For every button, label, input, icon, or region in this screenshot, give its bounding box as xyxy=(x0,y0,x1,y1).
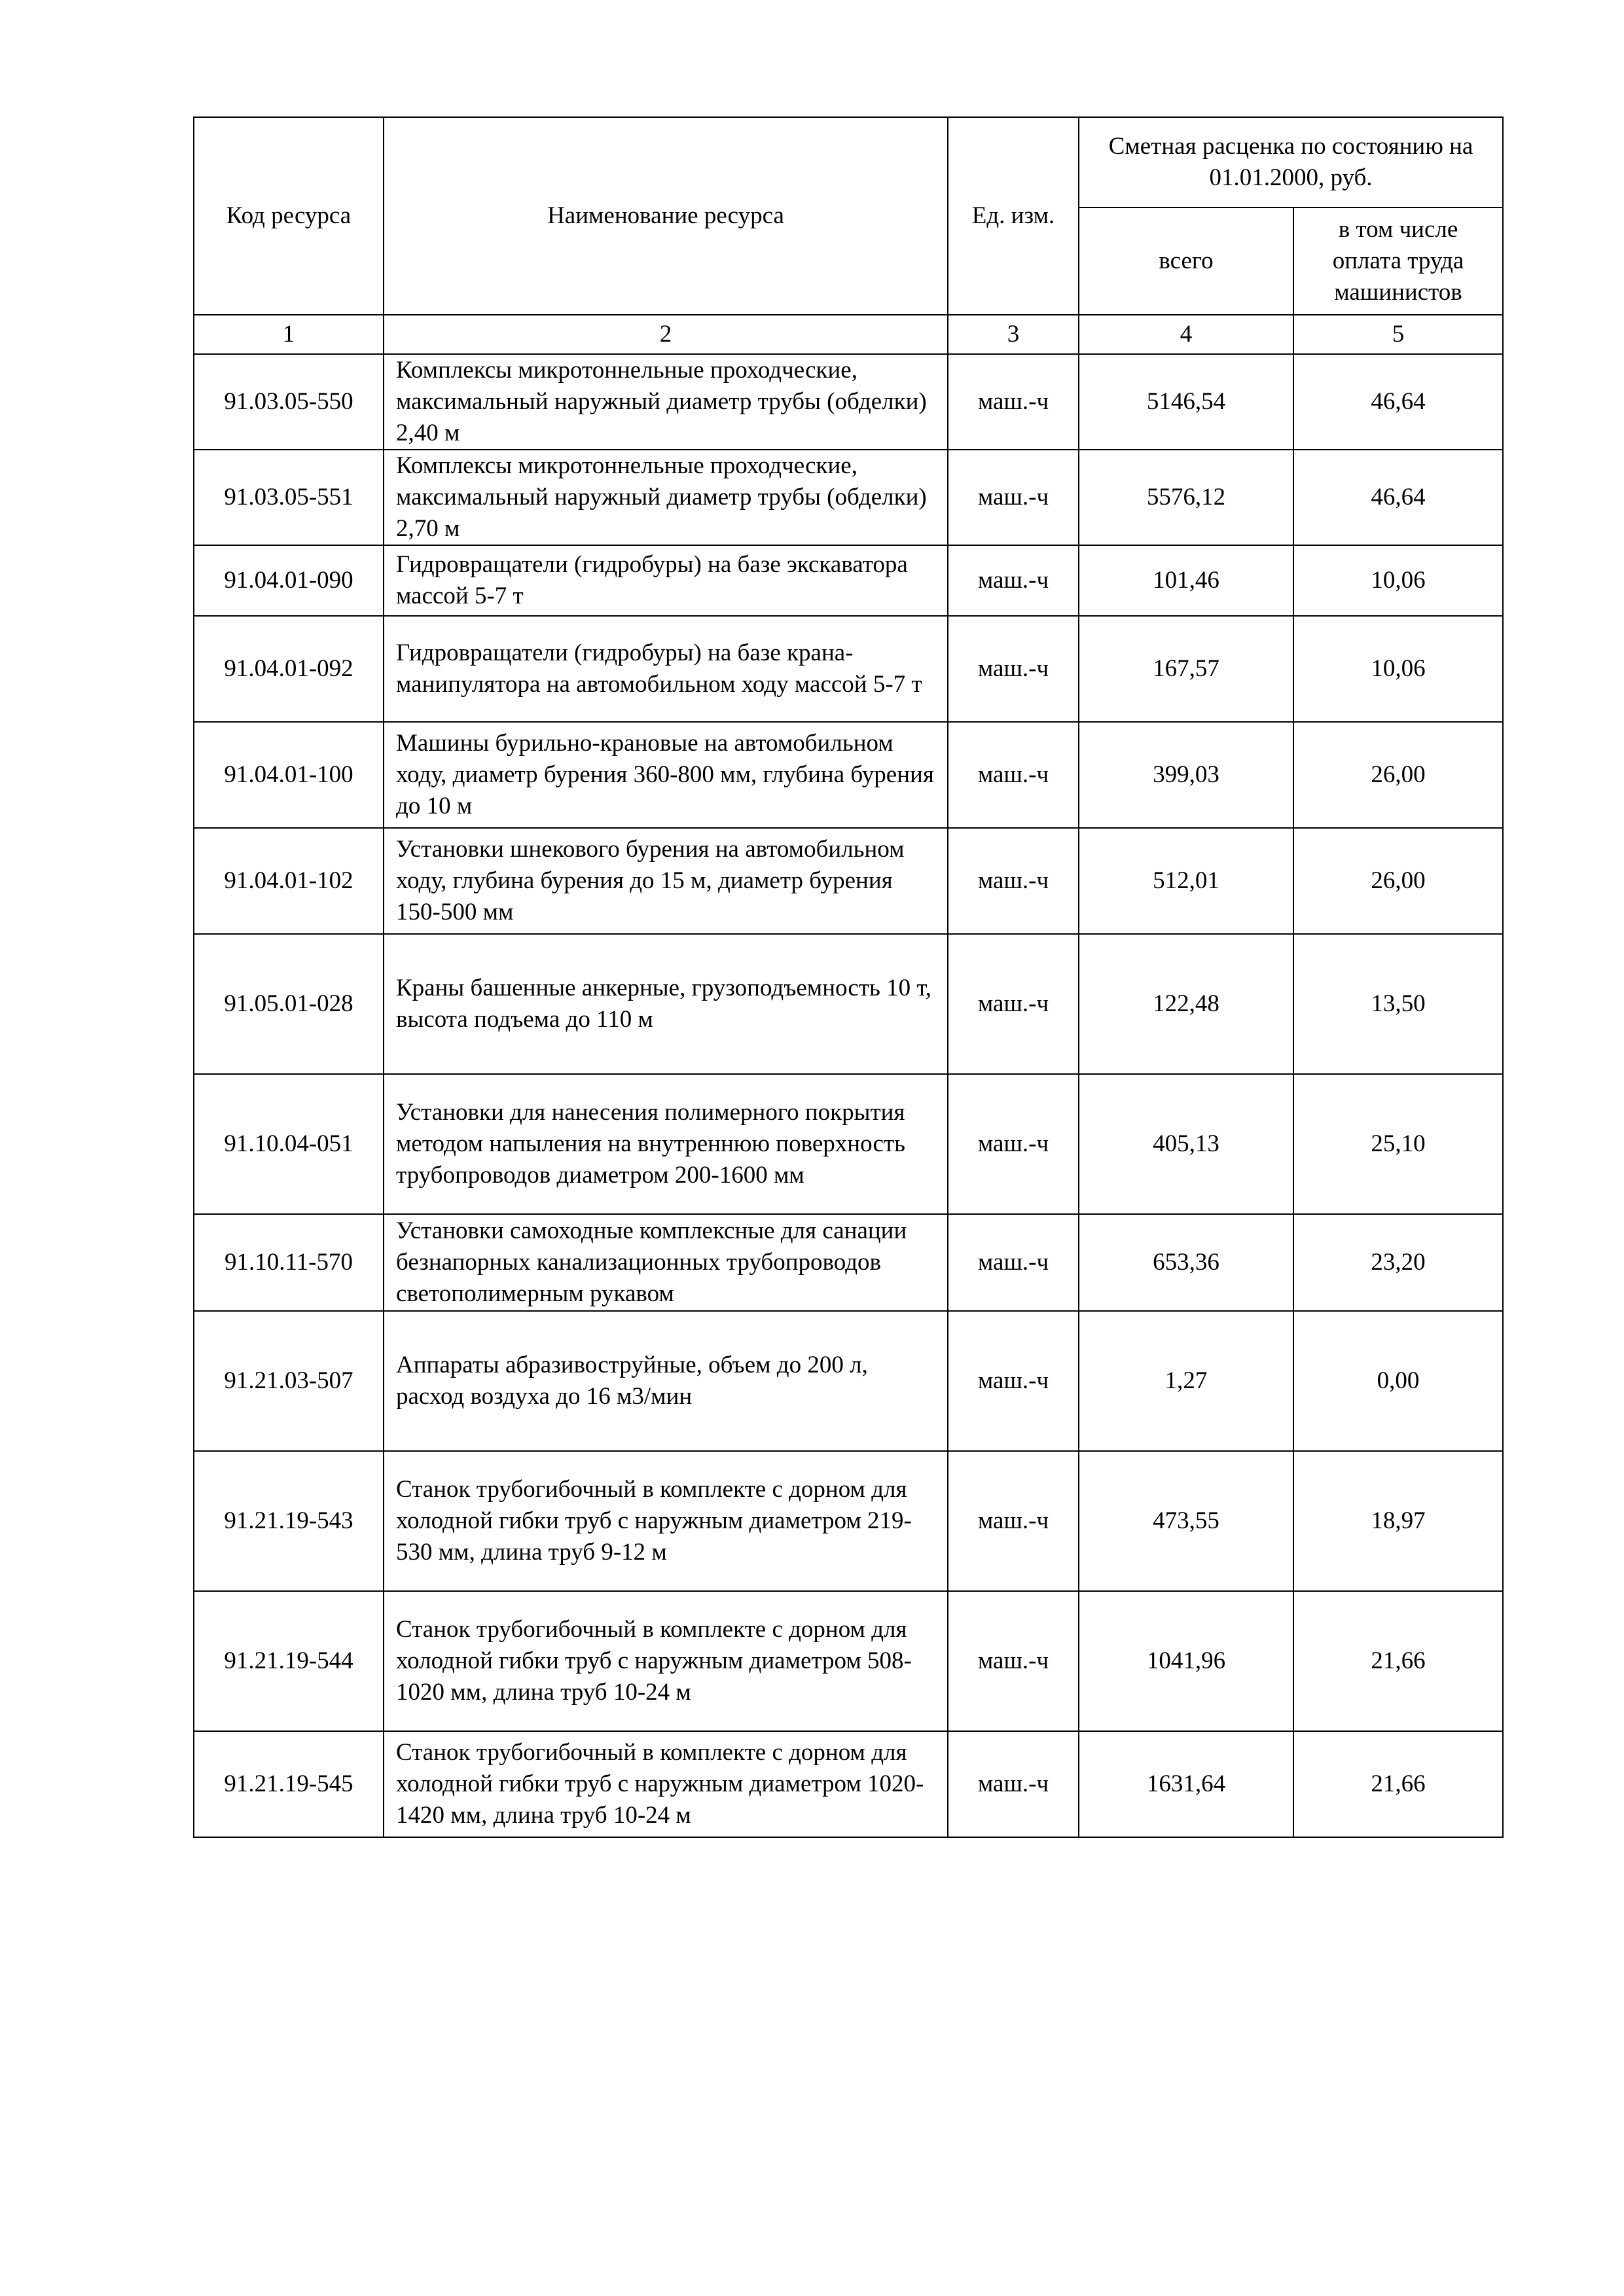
table-row xyxy=(194,828,1503,934)
resource-name: Гидровращатели (гидробуры) на базе экскаватора массой 5-7 т xyxy=(384,545,948,616)
price-total: 512,01 xyxy=(1079,828,1293,934)
resource-unit: маш.-ч xyxy=(948,450,1079,545)
resource-name: Станок трубогибочный в комплекте с дорном для холодной гибки труб с наружным диаметром 508-1020 мм, длина труб 10-24 м xyxy=(384,1591,948,1731)
table-row xyxy=(194,1311,1503,1451)
price-total: 405,13 xyxy=(1079,1074,1293,1214)
price-total: 167,57 xyxy=(1079,616,1293,722)
price-total: 1041,96 xyxy=(1079,1591,1293,1731)
price-wages: 26,00 xyxy=(1293,828,1503,934)
table-row xyxy=(194,934,1503,1074)
price-total: 122,48 xyxy=(1079,934,1293,1074)
resource-code: 91.03.05-550 xyxy=(194,354,384,450)
column-number: 4 xyxy=(1079,315,1293,354)
resource-code: 91.21.19-545 xyxy=(194,1731,384,1837)
resource-code: 91.21.19-543 xyxy=(194,1451,384,1591)
resource-name: Установки шнекового бурения на автомобильном ходу, глубина бурения до 15 м, диаметр бурения 150-500 мм xyxy=(384,828,948,934)
price-wages: 10,06 xyxy=(1293,545,1503,616)
resource-name: Станок трубогибочный в комплекте с дорном для холодной гибки труб с наружным диаметром 219-530 мм, длина труб 9-12 м xyxy=(384,1451,948,1591)
resource-unit: маш.-ч xyxy=(948,354,1079,450)
price-total: 5146,54 xyxy=(1079,354,1293,450)
column-number: 1 xyxy=(194,315,384,354)
resource-code: 91.05.01-028 xyxy=(194,934,384,1074)
resource-unit: маш.-ч xyxy=(948,545,1079,616)
column-number: 2 xyxy=(384,315,948,354)
resource-price-table xyxy=(193,117,1504,1838)
table-row xyxy=(194,1451,1503,1591)
price-wages: 26,00 xyxy=(1293,722,1503,828)
resource-unit: маш.-ч xyxy=(948,1591,1079,1731)
resource-name: Аппараты абразивоструйные, объем до 200 л, расход воздуха до 16 м3/мин xyxy=(384,1311,948,1451)
table-row xyxy=(194,1214,1503,1311)
header-total: всего xyxy=(1079,207,1293,315)
table-row xyxy=(194,1731,1503,1837)
price-wages: 46,64 xyxy=(1293,450,1503,545)
price-total: 101,46 xyxy=(1079,545,1293,616)
price-total: 653,36 xyxy=(1079,1214,1293,1311)
resource-name: Краны башенные анкерные, грузоподъемность 10 т, высота подъема до 110 м xyxy=(384,934,948,1074)
resource-name: Станок трубогибочный в комплекте с дорном для холодной гибки труб с наружным диаметром 1020-1420 мм, длина труб 10-24 м xyxy=(384,1731,948,1837)
resource-code: 91.10.04-051 xyxy=(194,1074,384,1214)
column-number: 5 xyxy=(1293,315,1503,354)
price-total: 399,03 xyxy=(1079,722,1293,828)
price-wages: 21,66 xyxy=(1293,1731,1503,1837)
resource-code: 91.03.05-551 xyxy=(194,450,384,545)
resource-unit: маш.-ч xyxy=(948,1311,1079,1451)
header-code: Код ресурса xyxy=(194,117,384,315)
resource-code: 91.04.01-102 xyxy=(194,828,384,934)
table-row xyxy=(194,545,1503,616)
resource-unit: маш.-ч xyxy=(948,722,1079,828)
table-row xyxy=(194,722,1503,828)
price-wages: 10,06 xyxy=(1293,616,1503,722)
resource-code: 91.21.03-507 xyxy=(194,1311,384,1451)
price-total: 5576,12 xyxy=(1079,450,1293,545)
resource-code: 91.04.01-090 xyxy=(194,545,384,616)
table-row xyxy=(194,1591,1503,1731)
price-wages: 18,97 xyxy=(1293,1451,1503,1591)
price-total: 473,55 xyxy=(1079,1451,1293,1591)
price-total: 1,27 xyxy=(1079,1311,1293,1451)
price-wages: 25,10 xyxy=(1293,1074,1503,1214)
price-total: 1631,64 xyxy=(1079,1731,1293,1837)
resource-unit: маш.-ч xyxy=(948,934,1079,1074)
resource-code: 91.04.01-100 xyxy=(194,722,384,828)
resource-unit: маш.-ч xyxy=(948,828,1079,934)
column-number: 3 xyxy=(948,315,1079,354)
resource-unit: маш.-ч xyxy=(948,1451,1079,1591)
resource-unit: маш.-ч xyxy=(948,1731,1079,1837)
resource-unit: маш.-ч xyxy=(948,1214,1079,1311)
price-wages: 23,20 xyxy=(1293,1214,1503,1311)
table-row xyxy=(194,450,1503,545)
resource-name: Комплексы микротоннельные проходческие, максимальный наружный диаметр трубы (обделки) 2,70 м xyxy=(384,450,948,545)
price-wages: 46,64 xyxy=(1293,354,1503,450)
resource-code: 91.04.01-092 xyxy=(194,616,384,722)
resource-name: Машины бурильно-крановые на автомобильном ходу, диаметр бурения 360-800 мм, глубина бурения до 10 м xyxy=(384,722,948,828)
table-row xyxy=(194,354,1503,450)
resource-name: Установки самоходные комплексные для санации безнапорных канализационных трубопроводов светополимерным рукавом xyxy=(384,1214,948,1311)
resource-name: Комплексы микротоннельные проходческие, максимальный наружный диаметр трубы (обделки) 2,40 м xyxy=(384,354,948,450)
resource-code: 91.10.11-570 xyxy=(194,1214,384,1311)
table-body xyxy=(194,354,1503,1837)
price-wages: 21,66 xyxy=(1293,1591,1503,1731)
resource-unit: маш.-ч xyxy=(948,1074,1079,1214)
resource-unit: маш.-ч xyxy=(948,616,1079,722)
header-unit: Ед. изм. xyxy=(948,117,1079,315)
column-number-row xyxy=(194,315,1503,354)
resource-name: Установки для нанесения полимерного покрытия методом напыления на внутреннюю поверхность трубопроводов диаметром 200-1600 мм xyxy=(384,1074,948,1214)
price-wages: 13,50 xyxy=(1293,934,1503,1074)
resource-code: 91.21.19-544 xyxy=(194,1591,384,1731)
resource-name: Гидровращатели (гидробуры) на базе крана-манипулятора на автомобильном ходу массой 5-7 т xyxy=(384,616,948,722)
table-row xyxy=(194,1074,1503,1214)
header-price-group: Сметная расценка по состоянию на 01.01.2000, руб. xyxy=(1079,117,1503,207)
header-name: Наименование ресурса xyxy=(384,117,948,315)
price-wages: 0,00 xyxy=(1293,1311,1503,1451)
table-row xyxy=(194,616,1503,722)
table-header xyxy=(194,117,1503,354)
header-wages: в том числе оплата труда машинистов xyxy=(1293,207,1503,315)
